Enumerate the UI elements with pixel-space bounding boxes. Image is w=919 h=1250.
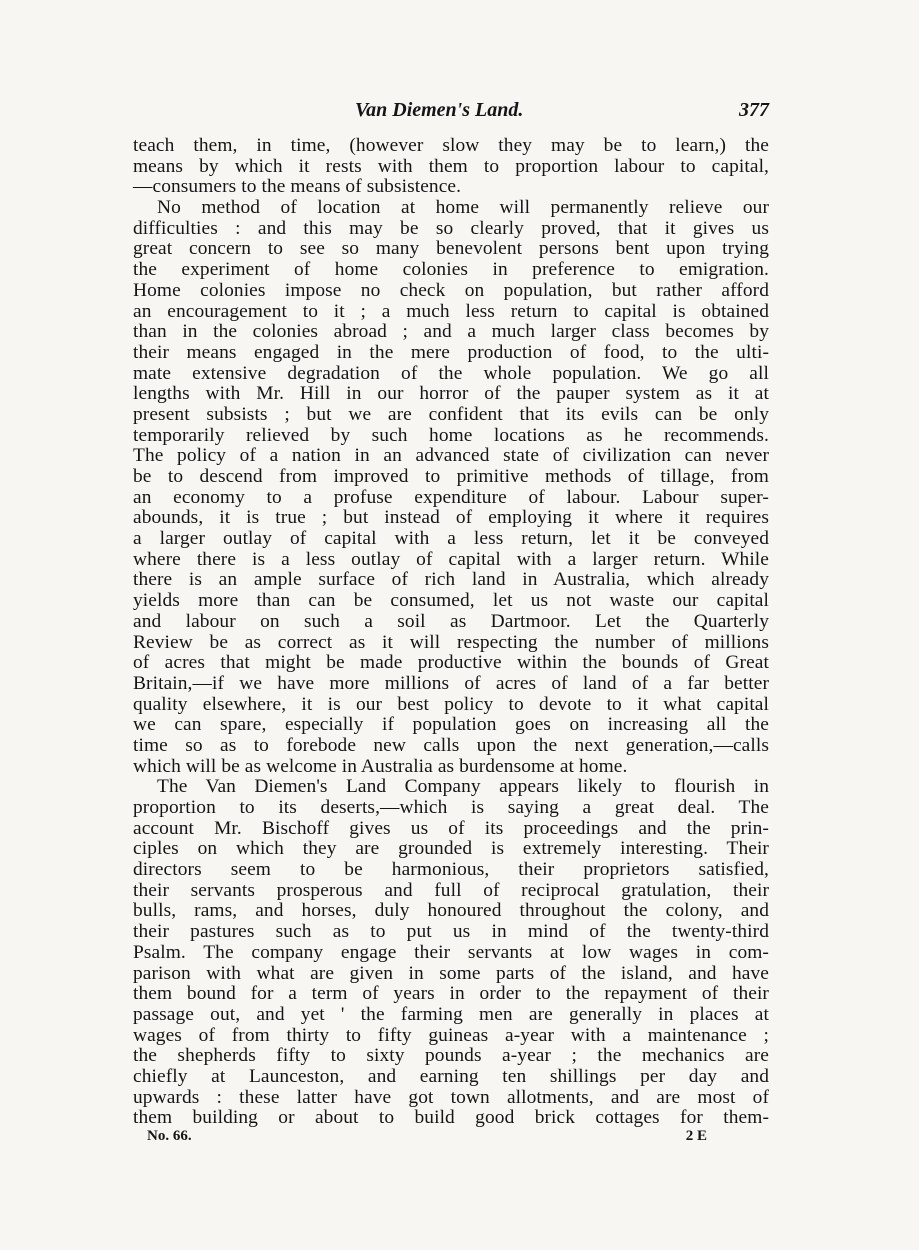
- text-line: their means engaged in the mere production of food, to the ulti-: [133, 341, 769, 363]
- text-line: Review be as correct as it will respecting the number of millions: [133, 631, 769, 653]
- page-number: 377: [739, 99, 769, 121]
- text-line: yields more than can be consumed, let us not waste our capital: [133, 590, 769, 612]
- text-line: which will be as welcome in Australia as burdensome at home.: [133, 755, 628, 777]
- signature-line: [147, 1128, 707, 1148]
- text-line: the experiment of home colonies in preference to emigration.: [133, 259, 769, 281]
- text-line: lengths with Mr. Hill in our horror of the pauper system as it at: [133, 383, 769, 405]
- text-line: Psalm. The company engage their servants at low wages in com-: [133, 941, 769, 963]
- text-line: great concern to see so many benevolent persons bent upon trying: [133, 238, 769, 260]
- text-line: bulls, rams, and horses, duly honoured throughout the colony, and: [133, 900, 769, 922]
- text-line: mate extensive degradation of the whole population. We go all: [133, 362, 769, 384]
- text-line: where there is a less outlay of capital with a larger return. While: [133, 548, 769, 570]
- text-line: means by which it rests with them to proportion labour to capital,: [133, 155, 769, 177]
- running-title: Van Diemen's Land.: [355, 99, 524, 121]
- text-line: wages of from thirty to fifty guineas a-year with a maintenance ;: [133, 1024, 769, 1046]
- text-line: parison with what are given in some parts of the island, and have: [133, 962, 769, 984]
- text-line: chiefly at Launceston, and earning ten shillings per day and: [133, 1065, 769, 1087]
- text-line: account Mr. Bischoff gives us of its proceedings and the prin-: [133, 817, 769, 839]
- text-line: and labour on such a soil as Dartmoor. Let the Quarterly: [133, 610, 769, 632]
- running-header: [133, 99, 769, 125]
- text-line: there is an ample surface of rich land in Australia, which already: [133, 569, 769, 591]
- text-line: abounds, it is true ; but instead of employing it where it requires: [133, 507, 769, 529]
- text-line: them building or about to build good brick cottages for them-: [133, 1107, 769, 1129]
- text-line: time so as to forebode new calls upon the next generation,—calls: [133, 734, 769, 756]
- text-line: The policy of a nation in an advanced state of civilization can never: [133, 445, 769, 467]
- text-line: passage out, and yet ' the farming men are generally in places at: [133, 1003, 769, 1025]
- body-text: [133, 136, 769, 1129]
- text-line: quality elsewhere, it is our best policy to devote to it what capital: [133, 693, 769, 715]
- text-line: present subsists ; but we are confident that its evils can be only: [133, 403, 769, 425]
- text-line: —consumers to the means of subsistence.: [133, 176, 462, 198]
- issue-number: No. 66.: [147, 1128, 192, 1144]
- text-line: Home colonies impose no check on population, but rather afford: [133, 279, 769, 301]
- text-line: we can spare, especially if population goes on increasing all the: [133, 714, 769, 736]
- text-line: them bound for a term of years in order to the repayment of their: [133, 983, 769, 1005]
- text-line: directors seem to be harmonious, their proprietors satisfied,: [133, 859, 769, 881]
- signature-mark: 2 E: [685, 1128, 707, 1144]
- text-line: teach them, in time, (however slow they may be to learn,) the: [133, 135, 769, 156]
- text-line: their pastures such as to put us in mind of the twenty-third: [133, 921, 769, 943]
- text-line: than in the colonies abroad ; and a much larger class becomes by: [133, 321, 769, 343]
- text-line: the shepherds fifty to sixty pounds a-year ; the mechanics are: [133, 1045, 769, 1067]
- text-line: of acres that might be made productive within the bounds of Great: [133, 652, 769, 674]
- text-line: difficulties : and this may be so clearly proved, that it gives us: [133, 217, 769, 239]
- text-line: temporarily relieved by such home locations as he recommends.: [133, 424, 769, 446]
- text-line: upwards : these latter have got town allotments, and are most of: [133, 1086, 769, 1108]
- text-line: The Van Diemen's Land Company appears likely to flourish in: [157, 776, 769, 798]
- text-line: an economy to a profuse expenditure of labour. Labour super-: [133, 486, 769, 508]
- text-line: No method of location at home will permanently relieve our: [157, 197, 769, 219]
- text-line: ciples on which they are grounded is extremely interesting. Their: [133, 838, 769, 860]
- text-line: Britain,—if we have more millions of acres of land of a far better: [133, 672, 769, 694]
- text-line: their servants prosperous and full of reciprocal gratulation, their: [133, 879, 769, 901]
- text-line: a larger outlay of capital with a less return, let it be conveyed: [133, 528, 769, 550]
- text-line: an encouragement to it ; a much less return to capital is obtained: [133, 300, 769, 322]
- text-line: be to descend from improved to primitive methods of tillage, from: [133, 466, 769, 487]
- text-line: proportion to its deserts,—which is saying a great deal. The: [133, 797, 769, 818]
